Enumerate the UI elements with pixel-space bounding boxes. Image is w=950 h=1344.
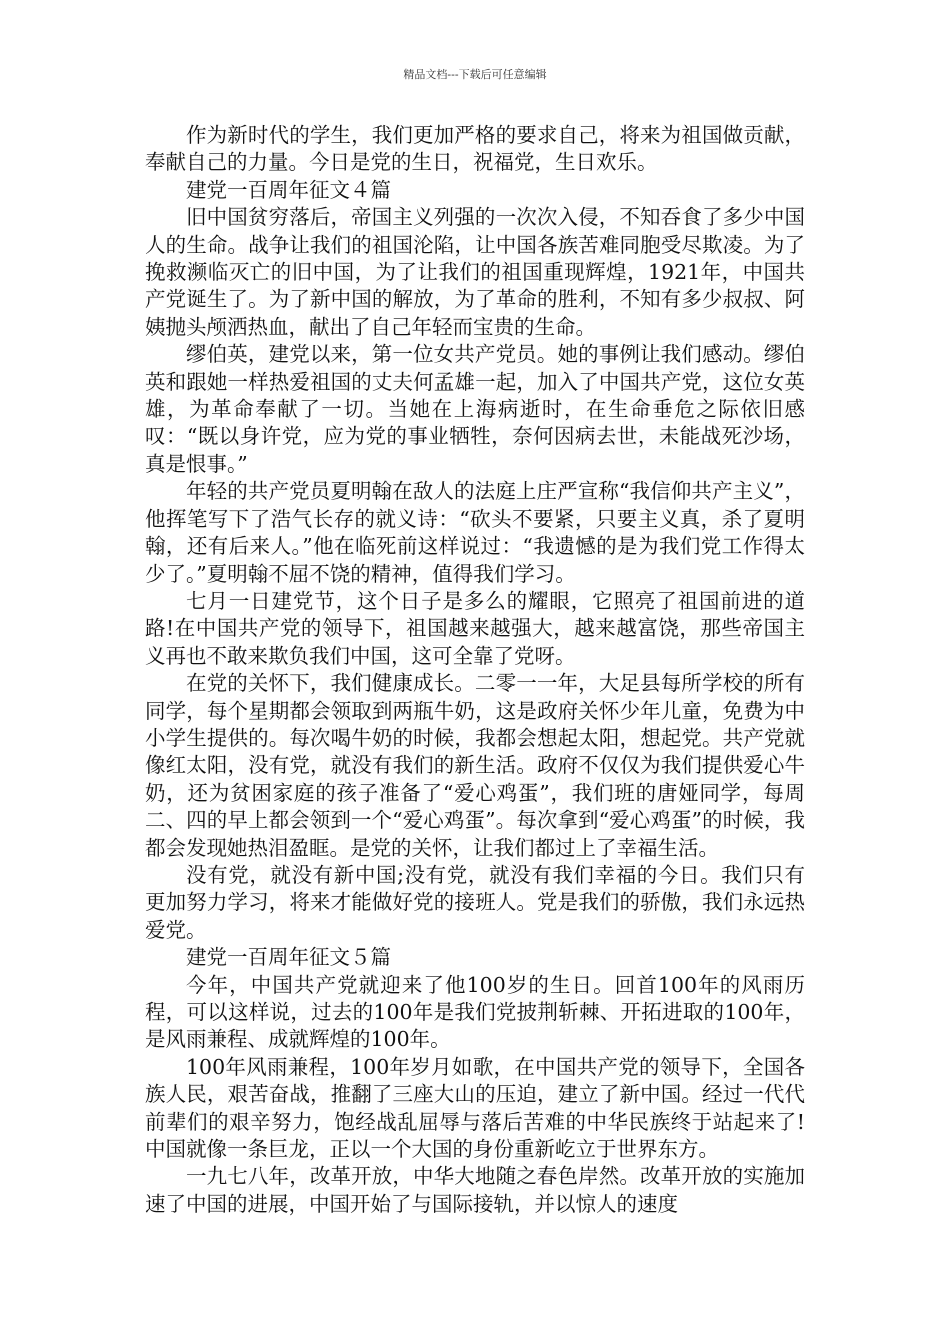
page-header: 精品文档---下载后可任意编辑 <box>403 68 547 81</box>
paragraph: 100年风雨兼程，100年岁月如歌，在中国共产党的领导下，全国各族人民，艰苦奋战，推翻了三座大山的压迫，建立了新中国。经过一代代前辈们的艰辛努力，饱经战乱屈辱与落后苦难的中华民族终于站起来了!中国就像一条巨龙，正以一个大国的身份重新屹立于世界东方。 <box>145 1054 805 1162</box>
paragraph: 一九七八年，改革开放，中华大地随之春色岸然。改革开放的实施加速了中国的进展，中国开始了与国际接轨，并以惊人的速度 <box>145 1164 805 1216</box>
section-heading: 建党一百周年征文４篇 <box>186 177 391 202</box>
paragraph: 年轻的共产党员夏明翰在敌人的法庭上庄严宣称“我信仰共产主义”，他挥笔写下了浩气长存的就义诗：“砍头不要紧，只要主义真，杀了夏明翰，还有后来人。”他在临死前这样说过：“我遗憾的是为我们党工作得太少了。”夏明翰不屈不饶的精神，值得我们学习。 <box>145 479 805 586</box>
paragraph: 在党的关怀下，我们健康成长。二零一一年，大足县每所学校的所有同学，每个星期都会领取到两瓶牛奶，这是政府关怀少年儿童，免费为中小学生提供的。每次喝牛奶的时候，我都会想起太阳，想起党。共产党就像红太阳，没有党，就没有我们的新生活。政府不仅仅为我们提供爱心牛奶，还为贫困家庭的孩子准备了“爱心鸡蛋”，我们班的唐娅同学，每周二、四的早上都会领到一个“爱心鸡蛋”。每次拿到“爱心鸡蛋”的时候，我都会发现她热泪盈眶。是党的关怀，让我们都过上了幸福生活。 <box>145 671 805 860</box>
paragraph: 缪伯英，建党以来，第一位女共产党员。她的事例让我们感动。缪伯英和跟她一样热爱祖国的丈夫何孟雄一起，加入了中国共产党，这位女英雄，为革命奉献了一切。当她在上海病逝时，在生命垂危之际依旧感叹：“既以身许党，应为党的事业牺牲，奈何因病去世，未能战死沙场，真是恨事。” <box>145 342 805 476</box>
paragraph: 没有党，就没有新中国;没有党，就没有我们幸福的今日。我们只有更加努力学习，将来才能做好党的接班人。党是我们的骄傲，我们永远热爱党。 <box>145 862 805 942</box>
paragraph: 作为新时代的学生，我们更加严格的要求自己，将来为祖国做贡献，奉献自己的力量。今日是党的生日，祝福党，生日欢乐。 <box>145 123 805 175</box>
section-heading: 建党一百周年征文５篇 <box>186 945 391 970</box>
document-body <box>145 122 805 1218</box>
paragraph: 旧中国贫穷落后，帝国主义列强的一次次入侵，不知吞食了多少中国人的生命。战争让我们的祖国沦陷，让中国各族苦难同胞受尽欺凌。为了挽救濒临灭亡的旧中国，为了让我们的祖国重现辉煌，1921年，中国共产党诞生了。为了新中国的解放，为了革命的胜利，不知有多少叔叔、阿姨抛头颅洒热血，献出了自己年轻而宝贵的生命。 <box>145 205 805 339</box>
paragraph: 今年，中国共产党就迎来了他100岁的生日。回首100年的风雨历程，可以这样说，过去的100年是我们党披荆斩棘、开拓进取的100年，是风雨兼程、成就辉煌的100年。 <box>145 972 805 1052</box>
paragraph: 七月一日建党节，这个日子是多么的耀眼，它照亮了祖国前进的道路!在中国共产党的领导下，祖国越来越强大，越来越富饶，那些帝国主义再也不敢来欺负我们中国，这可全靠了党呀。 <box>145 588 805 668</box>
